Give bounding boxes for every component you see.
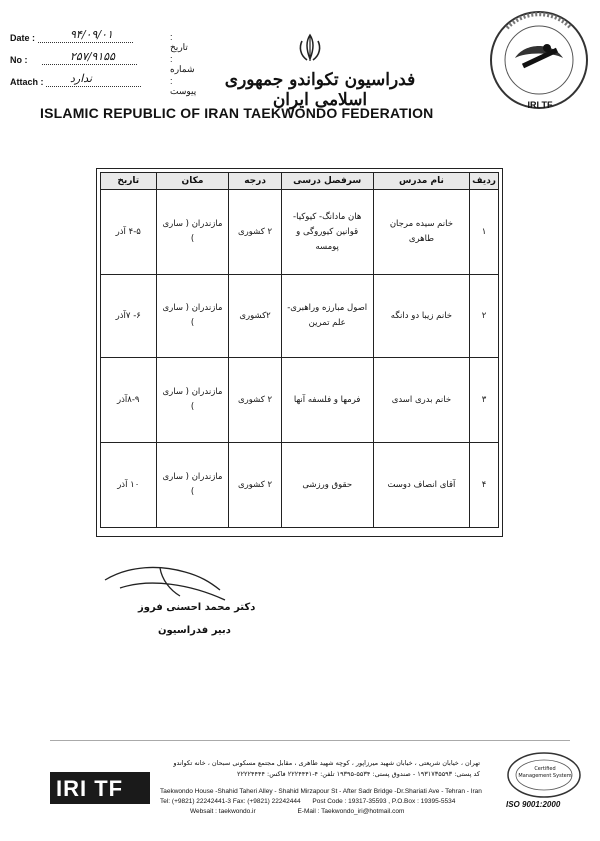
footer-web-line	[160, 807, 482, 817]
row-place: مازندران ( ساری )	[156, 358, 229, 443]
footer-website: Websait : taekwondo.ir	[190, 808, 256, 815]
footer-logo-text: IRI TF	[56, 776, 124, 801]
course-table	[100, 172, 499, 528]
row-topic: اصول مبارزه وراهبری- علم تمرین	[281, 275, 373, 358]
footer-contact-line	[160, 797, 482, 807]
row-degree: ۲کشوری	[229, 275, 281, 358]
logo-text: IRI TF	[527, 100, 553, 110]
row-index: ۳	[470, 358, 499, 443]
date-value: ۹۴/۰۹/۰۱	[70, 28, 113, 41]
footer-address-en	[160, 787, 482, 817]
footer-logo	[50, 772, 150, 804]
federation-logo	[487, 8, 591, 112]
row-date: ۱۰ آذر	[101, 443, 157, 528]
table-row	[101, 443, 499, 528]
attach-row	[10, 72, 197, 96]
attach-value: ندارد	[70, 72, 93, 85]
attach-label-fa: : پیوست	[170, 76, 197, 96]
row-teacher: خانم سیده مرجان طاهری	[373, 190, 469, 275]
col-topic-header: سرفصل درسی	[281, 173, 373, 190]
row-degree: ۲ کشوری	[229, 190, 281, 275]
table-row	[101, 358, 499, 443]
table-row	[101, 190, 499, 275]
date-label: Date :	[10, 33, 36, 43]
table-row	[101, 275, 499, 358]
federation-title-fa: فدراسیون تکواندو جمهوری اسلامی ایران	[224, 70, 416, 110]
col-date-header: تاریخ	[101, 173, 157, 190]
footer-divider	[50, 740, 570, 741]
signatory-name: دکتر محمد احسنی فروز	[138, 602, 256, 613]
table-header-row	[101, 173, 499, 190]
row-topic: فرمها و فلسفه آنها	[281, 358, 373, 443]
date-row	[10, 28, 188, 52]
row-teacher: خانم بدری اسدی	[373, 358, 469, 443]
row-date: ۶- ۷آذر	[101, 275, 157, 358]
signatory-title: دبیر فدراسیون	[158, 625, 231, 636]
number-value: ۲۵۷/۹۱۵۵	[70, 50, 116, 63]
col-place-header: مکان	[156, 173, 229, 190]
federation-title-en: ISLAMIC REPUBLIC OF IRAN TAEKWONDO FEDERATION	[40, 105, 434, 121]
cert-text: Certified Management System	[518, 766, 572, 779]
footer-email: E-Mail : Taekwondo_iri@hotmail.com	[297, 808, 405, 815]
col-index-header: ردیف	[470, 173, 499, 190]
row-topic: هان مادانگ- کیوکیا- قوانین کیوروگی و پومسه	[281, 190, 373, 275]
footer-address-fa	[150, 758, 480, 780]
footer-postcode: Post Code : 19317-35593 , P.O.Box : 19395-5534	[312, 798, 456, 805]
footer-address-en-line: Taekwondo House -Shahid Taheri Alley - Shahid Mirzapour St - After Sadr Bridge -Dr.Shariati Ave - Tehran - Iran	[160, 788, 482, 795]
row-degree: ۲ کشوری	[229, 358, 281, 443]
row-degree: ۲ کشوری	[229, 443, 281, 528]
footer-phone: Tel: (+9821) 22242441-3 Fax: (+9821) 22242444	[160, 798, 301, 805]
col-teacher-header: نام مدرس	[373, 173, 469, 190]
row-place: مازندران ( ساری )	[156, 443, 229, 528]
footer-postal-line: کد پستی: ۱۹۳۱۷۳۵۵۹۳ - صندوق پستی: ۵۵۳۴-۱۹۳۹۵ تلفن: ۴-۲۲۲۴۴۴۱ فاکس: ۲۲۲۲۴۴۴۴	[237, 770, 480, 778]
row-index: ۲	[470, 275, 499, 358]
date-label-fa: : تاریخ	[170, 32, 188, 52]
row-date: ۴-۵ آذر	[101, 190, 157, 275]
iso-label: ISO 9001:2000	[506, 800, 561, 809]
row-topic: حقوق ورزشی	[281, 443, 373, 528]
number-label: No :	[10, 55, 28, 65]
row-place: مازندران ( ساری )	[156, 275, 229, 358]
row-teacher: آقای انصاف دوست	[373, 443, 469, 528]
row-teacher: خانم زیبا دو دانگه	[373, 275, 469, 358]
number-row	[10, 50, 195, 74]
row-index: ۱	[470, 190, 499, 275]
col-degree-header: درجه	[229, 173, 281, 190]
row-index: ۴	[470, 443, 499, 528]
row-date: ۸-۹آذر	[101, 358, 157, 443]
row-place: مازندران ( ساری )	[156, 190, 229, 275]
attach-label: Attach :	[10, 77, 44, 87]
number-label-fa: : شماره	[170, 54, 195, 74]
iran-emblem-icon	[297, 33, 323, 63]
footer-address-line: تهران ، خیابان شریعتی ، خیابان شهید میرزاپور ، کوچه شهید طاهری ، مقابل مجتمع مسکونی سبحان ، خانه تکواندو	[173, 759, 480, 767]
